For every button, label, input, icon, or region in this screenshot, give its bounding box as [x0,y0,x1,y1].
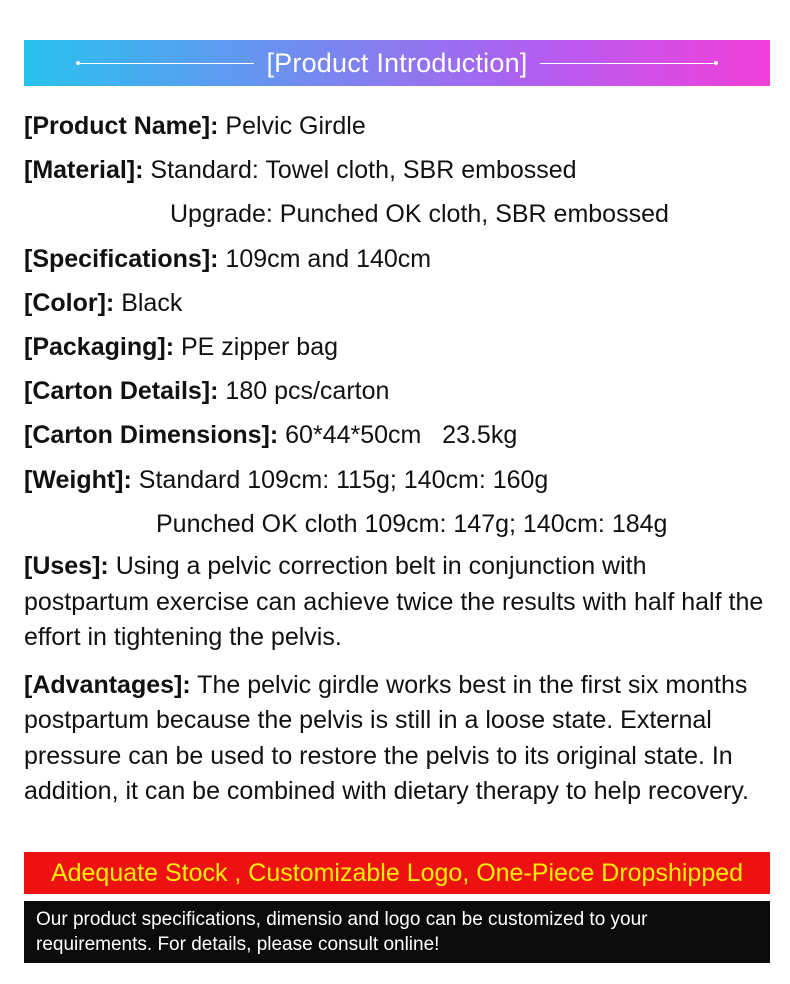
packaging-value: PE zipper bag [174,333,339,362]
color-row [24,281,770,325]
divider-line-left [76,63,254,64]
promo-banner [24,852,770,894]
uses-value: Using a pelvic correction belt in conjunction with postpartum exercise can achieve twice the results with half half the effort in tightening the pelvis. [24,552,764,652]
notice-text: Our product specifications, dimensio and logo can be customized to your requirements. For details, please consult online! [36,909,648,955]
weight-value: Standard 109cm: 115g; 140cm: 160g [131,465,549,494]
specifications-label: [Specifications]: [24,244,219,273]
packaging-label: [Packaging]: [24,333,175,362]
divider-line-right [540,63,718,64]
carton-dimensions-row [24,413,770,457]
weight-row [24,458,770,502]
product-details [24,104,770,810]
specifications-value: 109cm and 140cm [218,244,432,273]
specifications-row [24,237,770,281]
advantages-value: The pelvic girdle works best in the first six months postpartum because the pelvis is still in a loose state. External pressure can be used to restore the pelvis to its original state. In addition, it can be combined with dietary therapy to help recovery. [24,670,749,806]
carton-dimensions-value: 60*44*50cm 23.5kg [278,421,518,450]
carton-details-value: 180 pcs/carton [218,377,390,406]
uses-label: [Uses]: [24,552,109,581]
product-name-value: Pelvic Girdle [218,112,366,140]
carton-dimensions-label: [Carton Dimensions]: [24,421,279,450]
advantages-label: [Advantages]: [24,670,191,699]
carton-details-label: [Carton Details]: [24,377,219,406]
product-name-label: [Product Name]: [24,112,219,140]
material-value: Standard: Towel cloth, SBR embossed [143,156,577,185]
advantages-paragraph [24,668,770,810]
color-value: Black [114,288,183,317]
packaging-row [24,325,770,369]
weight-value-2: Punched OK cloth 109cm: 147g; 140cm: 184g [156,509,668,538]
uses-paragraph [24,549,770,656]
color-label: [Color]: [24,288,115,317]
material-label: [Material]: [24,156,144,185]
material-value-2: Upgrade: Punched OK cloth, SBR embossed [170,200,669,229]
page-title: [Product Introduction] [266,47,528,78]
weight-label: [Weight]: [24,465,132,494]
weight-row-2 [24,502,770,546]
header-banner [24,40,770,86]
material-row [24,148,770,192]
product-name-row [24,104,770,148]
material-row-2 [24,192,770,236]
notice-banner [24,901,770,963]
carton-details-row [24,369,770,413]
promo-text: Adequate Stock , Customizable Logo, One-Piece Dropshipped [50,858,744,887]
